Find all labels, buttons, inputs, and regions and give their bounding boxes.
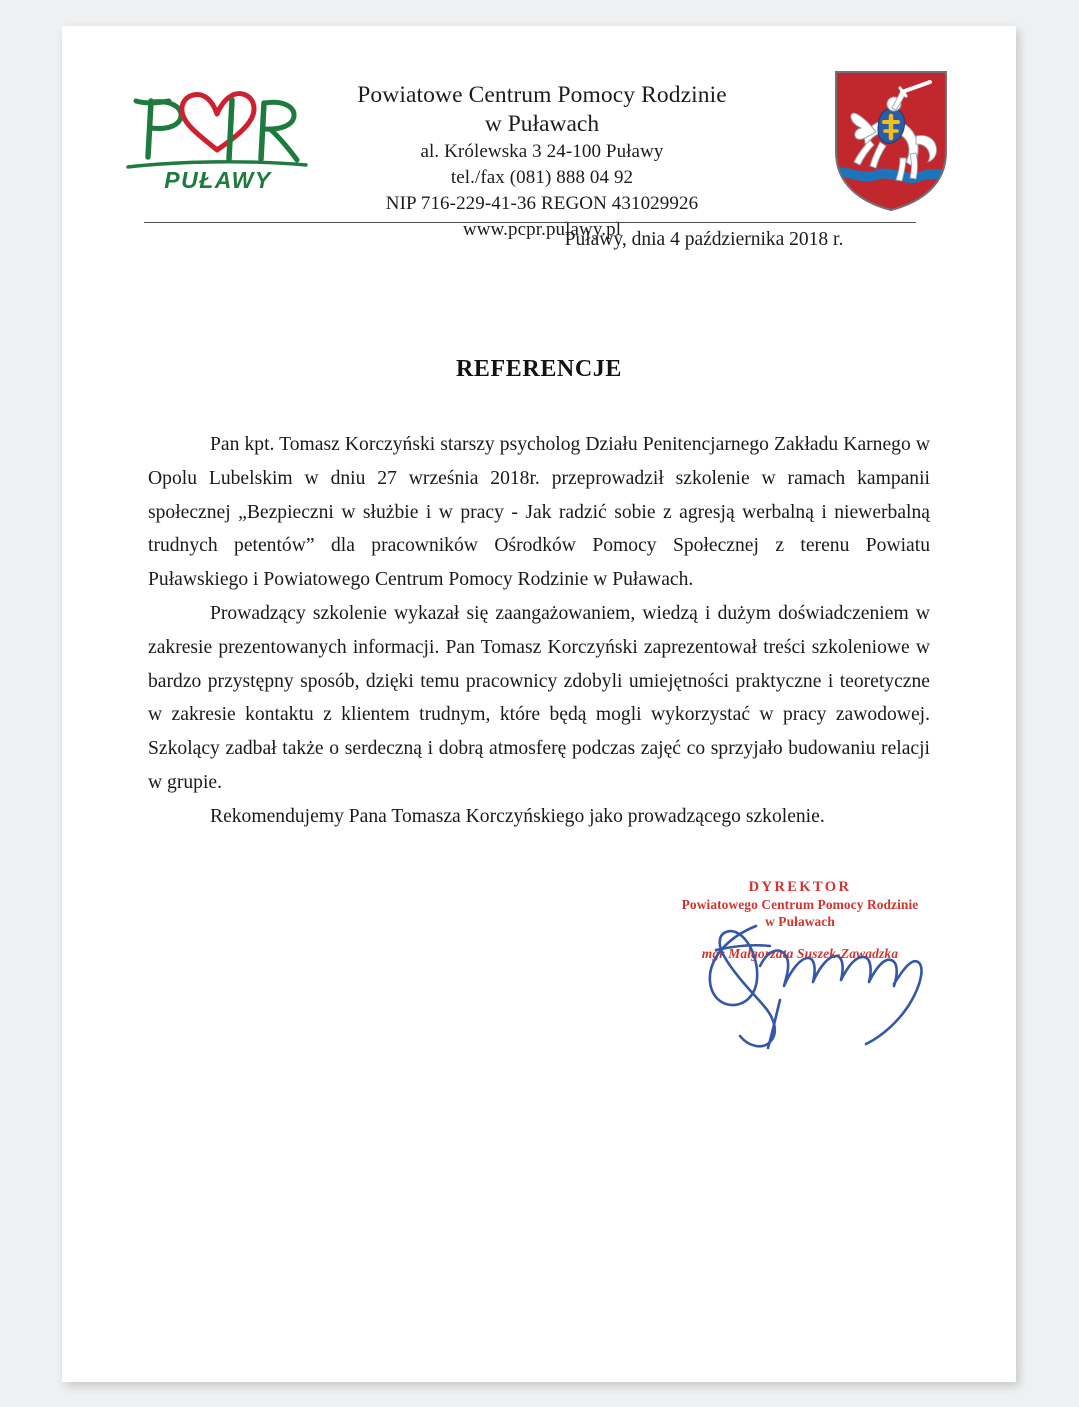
- pulawy-coat-of-arms: [830, 66, 952, 214]
- director-stamp: [650, 878, 950, 962]
- organization-name-line-2: w Puławach: [484, 111, 600, 137]
- stamp-role: DYREKTOR: [748, 879, 852, 895]
- body-paragraph: Prowadzący szkolenie wykazał się zaangażowaniem, wiedzą i dużym doświadczeniem w zakresie prezentowanych informacji. Pan Tomasz Korczyński zaprezentował treści szkoleniowe w bardzo przystępny sposób, dzięki temu pracownicy zdobyli umiejętności praktyczne i teoretyczne w zakresie kontaktu z klientem trudnym, które będą mogli wykorzystać w pracy zawodowej. Szkolący zadbał także o serdeczną i dobrą atmosferę podczas zajęć co sprzyjało budowaniu relacji w grupie.: [148, 602, 930, 793]
- letterhead-divider: [144, 222, 916, 223]
- body-paragraph: Pan kpt. Tomasz Korczyński starszy psycholog Działu Penitencjarnego Zakładu Karnego w Opolu Lubelskim w dniu 27 września 2018r. przeprowadził szkolenie w ramach kampanii społecznej „Bezpieczni w służbie i w pracy - Jak radzić sobie z agresją werbalną i niewerbalną trudnych petentów” dla pracowników Ośrodków Pomocy Społecznej z terenu Powiatu Puławskiego i Powiatowego Centrum Pomocy Rodzinie w Puławach.: [148, 434, 930, 591]
- stamp-organization-line-2: w Puławach: [765, 914, 835, 929]
- body-paragraph: Rekomendujemy Pana Tomasza Korczyńskiego jako prowadzącego szkolenie.: [210, 805, 825, 827]
- page-title: REFERENCJE: [455, 356, 623, 382]
- signature-block: [650, 878, 960, 1058]
- organization-block: [302, 81, 782, 243]
- organization-name-line-1: Powiatowe Centrum Pomocy Rodzinie: [357, 82, 727, 108]
- organization-phone: tel./fax (081) 888 04 92: [450, 167, 634, 188]
- pcpr-heart-logo: [120, 83, 320, 195]
- letter-body: [148, 428, 930, 834]
- place-and-date: Puławy, dnia 4 października 2018 r.: [564, 229, 844, 250]
- document-page: [62, 26, 1016, 1382]
- organization-address: al. Królewska 3 24-100 Puławy: [420, 141, 664, 162]
- organization-website: www.pcpr.pulawy.pl: [462, 219, 622, 240]
- svg-text:PUŁAWY: PUŁAWY: [164, 167, 272, 193]
- stamp-signer-name: mgr Małgorzata Suszek-Zawadzka: [701, 946, 899, 961]
- organization-identifiers: NIP 716-229-41-36 REGON 431029926: [385, 193, 699, 214]
- stamp-organization-line-1: Powiatowego Centrum Pomocy Rodzinie: [681, 897, 919, 912]
